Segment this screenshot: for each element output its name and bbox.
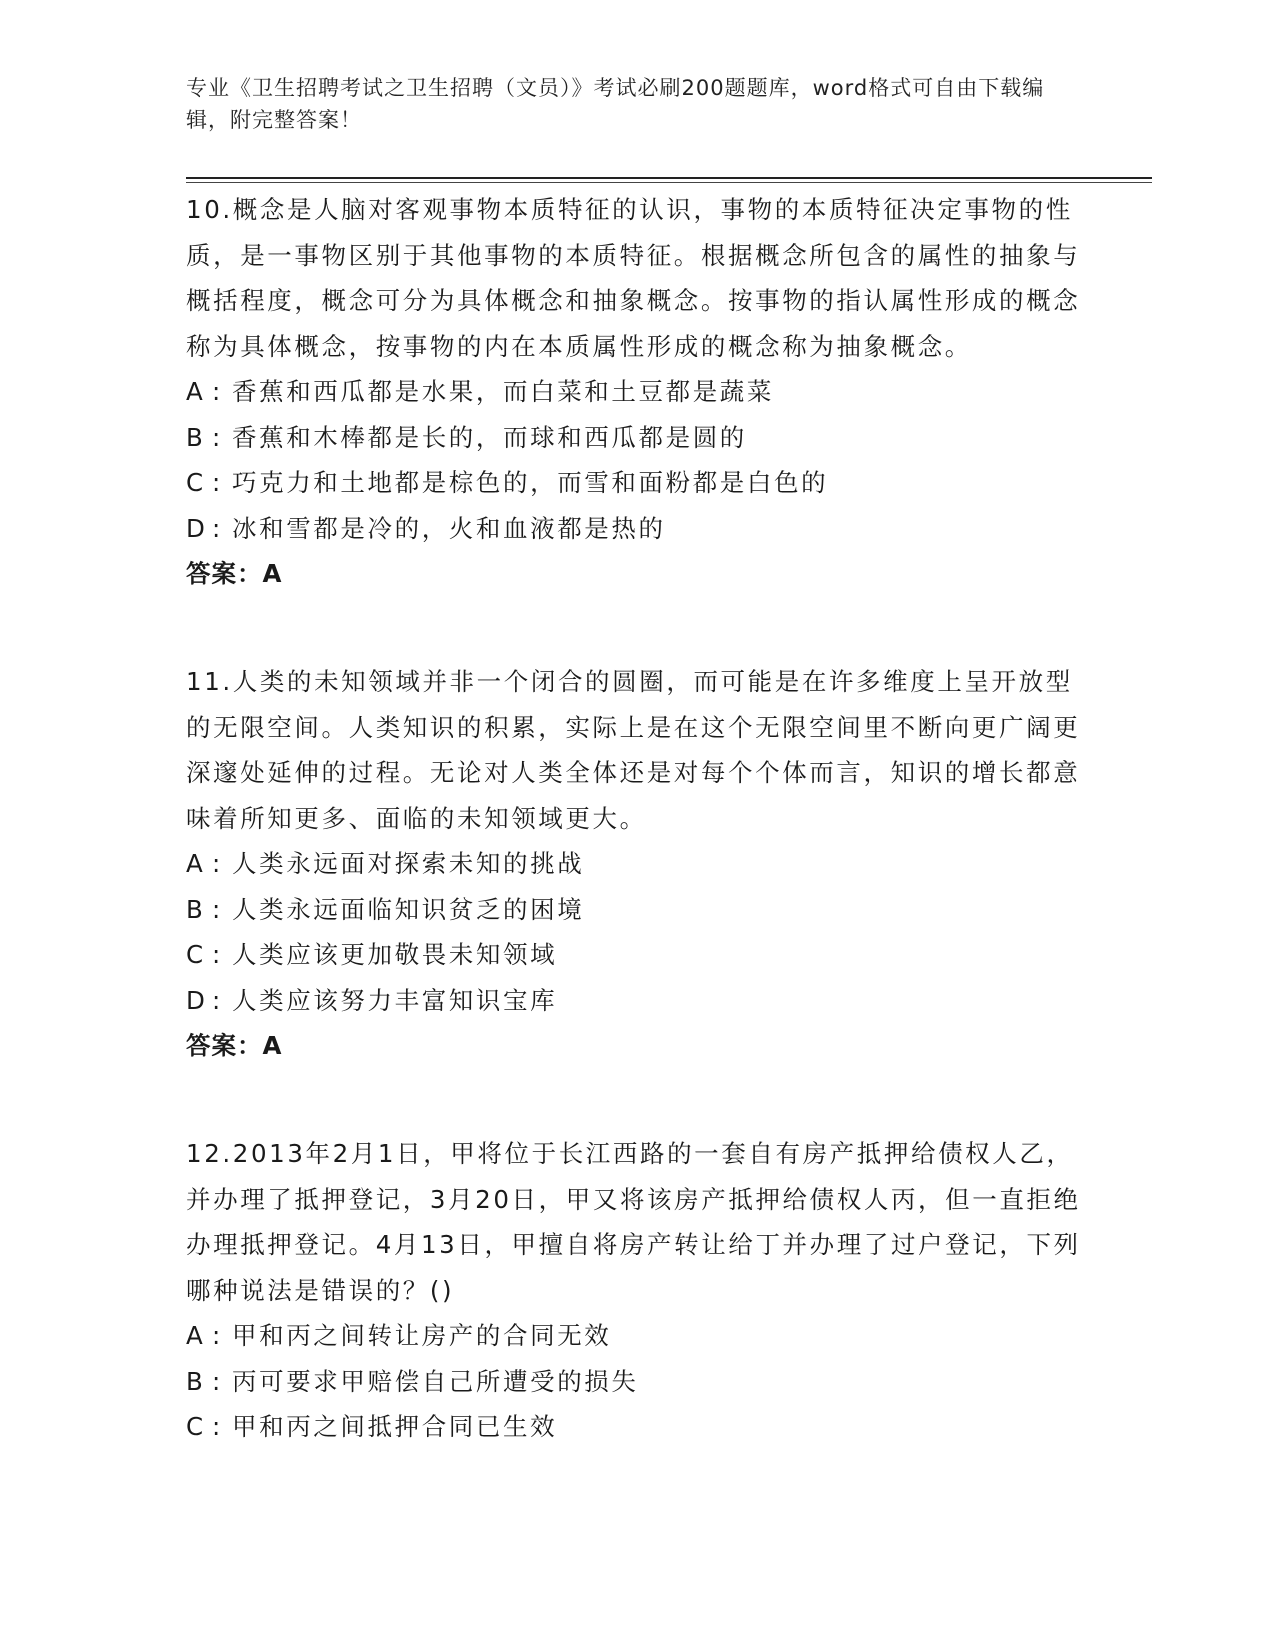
option-letter: A: [186, 1321, 203, 1350]
question-12: [186, 1131, 1086, 1450]
option-separator: :: [212, 422, 221, 452]
option-separator: :: [212, 1321, 221, 1350]
option-letter: B: [186, 1366, 203, 1396]
answer-line: 答案：A: [186, 559, 283, 588]
option-letter: A: [186, 377, 203, 406]
option-letter: C: [186, 940, 204, 969]
question-10: [186, 187, 1086, 597]
option-b: [186, 1359, 1086, 1405]
option-c: [186, 932, 1086, 978]
option-text: 冰和雪都是冷的，火和血液都是热的: [232, 513, 666, 543]
option-text: 人类应该更加敬畏未知领域: [232, 940, 558, 969]
option-c: [186, 460, 1086, 506]
header-divider-thick: [186, 177, 1152, 179]
option-letter: D: [186, 985, 205, 1015]
option-b: [186, 415, 1086, 461]
option-letter: C: [186, 1412, 204, 1441]
option-a: [186, 369, 1086, 415]
question-11: [186, 659, 1086, 1069]
option-text: 巧克力和土地都是棕色的，而雪和面粉都是白色的: [232, 468, 829, 497]
option-letter: B: [186, 422, 203, 452]
option-separator: :: [212, 985, 221, 1015]
option-d: [186, 506, 1086, 552]
option-a: [186, 841, 1086, 887]
option-separator: :: [212, 1412, 221, 1441]
option-separator: :: [212, 513, 221, 543]
option-separator: :: [212, 894, 221, 924]
option-a: [186, 1313, 1086, 1359]
question-stem: 10.概念是人脑对客观事物本质特征的认识，事物的本质特征决定事物的性质，是一事物区别于其他事物的本质特征。根据概念所包含的属性的抽象与概括程度，概念可分为具体概念和抽象概念。按事物的指认属性形成的概念称为具体概念，按事物的内在本质属性形成的概念称为抽象概念。: [186, 195, 1081, 361]
option-text: 人类永远面对探索未知的挑战: [232, 849, 585, 878]
option-text: 人类永远面临知识贫乏的困境: [232, 894, 585, 924]
option-separator: :: [212, 468, 221, 497]
option-text: 香蕉和西瓜都是水果，而白菜和土豆都是蔬菜: [232, 377, 774, 406]
option-b: [186, 887, 1086, 933]
option-separator: :: [212, 849, 221, 878]
option-separator: :: [212, 940, 221, 969]
option-letter: A: [186, 849, 203, 878]
option-text: 香蕉和木棒都是长的，而球和西瓜都是圆的: [232, 422, 747, 452]
option-text: 人类应该努力丰富知识宝库: [232, 985, 558, 1015]
header-divider-thin: [186, 182, 1152, 183]
option-letter: C: [186, 468, 204, 497]
option-separator: :: [212, 377, 221, 406]
option-text: 甲和丙之间抵押合同已生效: [232, 1412, 558, 1441]
question-stem: 11.人类的未知领域并非一个闭合的圆圈，而可能是在许多维度上呈开放型的无限空间。人类知识的积累，实际上是在这个无限空间里不断向更广阔更深邃处延伸的过程。无论对人类全体还是对每个个体而言，知识的增长都意味着所知更多、面临的未知领域更大。: [186, 667, 1081, 833]
option-letter: D: [186, 513, 205, 543]
document-header: 专业《卫生招聘考试之卫生招聘（文员）》考试必刷200题题库，word格式可自由下载编辑，附完整答案！: [186, 76, 1045, 132]
answer-line: 答案：A: [186, 1031, 283, 1060]
option-d: [186, 978, 1086, 1024]
option-text: 丙可要求甲赔偿自己所遭受的损失: [232, 1366, 639, 1396]
question-stem: 12.2013年2月1日，甲将位于长江西路的一套自有房产抵押给债权人乙，并办理了抵押登记，3月20日，甲又将该房产抵押给债权人丙，但一直拒绝办理抵押登记。4月13日，甲擅自将房产转让给丁并办理了过户登记，下列哪种说法是错误的？(): [186, 1139, 1081, 1305]
option-c: [186, 1404, 1086, 1450]
option-separator: :: [212, 1366, 221, 1396]
option-letter: B: [186, 894, 203, 924]
option-text: 甲和丙之间转让房产的合同无效: [232, 1321, 612, 1350]
